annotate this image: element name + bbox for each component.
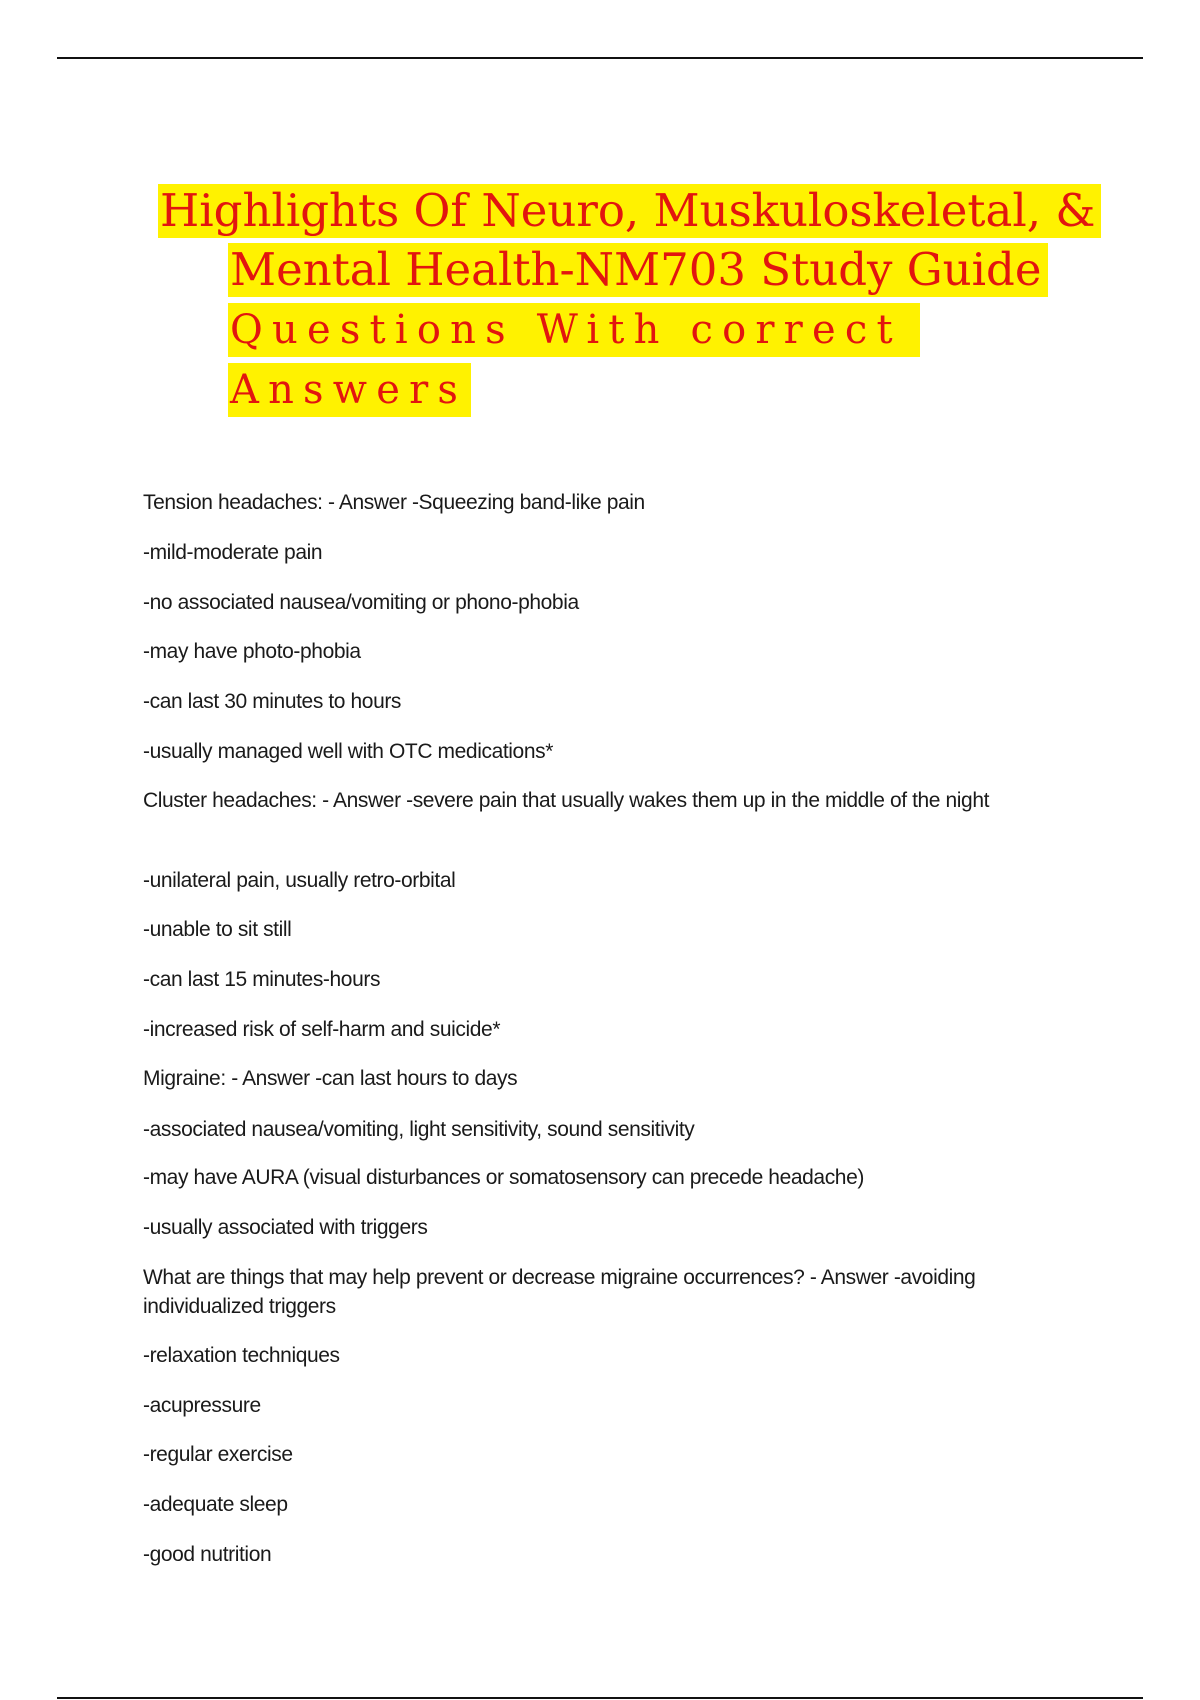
question-cluster-headaches: Cluster headaches: - Answer -severe pain that usually wakes them up in the middle of the night bbox=[143, 789, 990, 812]
answer-line: -acupressure bbox=[143, 1394, 261, 1417]
question-migraine: Migraine: - Answer -can last hours to days bbox=[143, 1067, 518, 1090]
answer-line: -no associated nausea/vomiting or phono-phobia bbox=[143, 591, 579, 614]
question-tension-headaches: Tension headaches: - Answer -Squeezing band-like pain bbox=[143, 491, 645, 514]
answer-line: -regular exercise bbox=[143, 1443, 293, 1466]
answer-line: -may have AURA (visual disturbances or somatosensory can precede headache) bbox=[143, 1166, 864, 1189]
answer-line: -can last 30 minutes to hours bbox=[143, 690, 402, 713]
answer-line: -may have photo-phobia bbox=[143, 640, 361, 663]
answer-line: -good nutrition bbox=[143, 1543, 272, 1566]
bottom-rule bbox=[57, 1697, 1143, 1699]
title-line-4: Answers bbox=[228, 363, 471, 417]
answer-line: -usually managed well with OTC medications* bbox=[143, 740, 553, 763]
answer-line: -relaxation techniques bbox=[143, 1344, 340, 1367]
title-line-1: Highlights Of Neuro, Muskuloskeletal, & bbox=[158, 184, 1101, 238]
answer-line: -can last 15 minutes-hours bbox=[143, 968, 381, 991]
title-line-3: Questions With correct bbox=[228, 303, 920, 357]
title-line-2: Mental Health-NM703 Study Guide bbox=[228, 243, 1048, 297]
answer-line: -unilateral pain, usually retro-orbital bbox=[143, 869, 456, 892]
answer-line: -associated nausea/vomiting, light sensitivity, sound sensitivity bbox=[143, 1118, 695, 1141]
answer-line: -mild-moderate pain bbox=[143, 541, 323, 564]
answer-line: -usually associated with triggers bbox=[143, 1216, 428, 1239]
answer-line: -unable to sit still bbox=[143, 918, 292, 941]
answer-line: -increased risk of self-harm and suicide* bbox=[143, 1018, 501, 1041]
question-migraine-prevention: What are things that may help prevent or decrease migraine occurrences? - Answer -avoiding individualized triggers bbox=[143, 1266, 976, 1318]
answer-line: -adequate sleep bbox=[143, 1493, 288, 1516]
top-rule bbox=[57, 57, 1143, 59]
